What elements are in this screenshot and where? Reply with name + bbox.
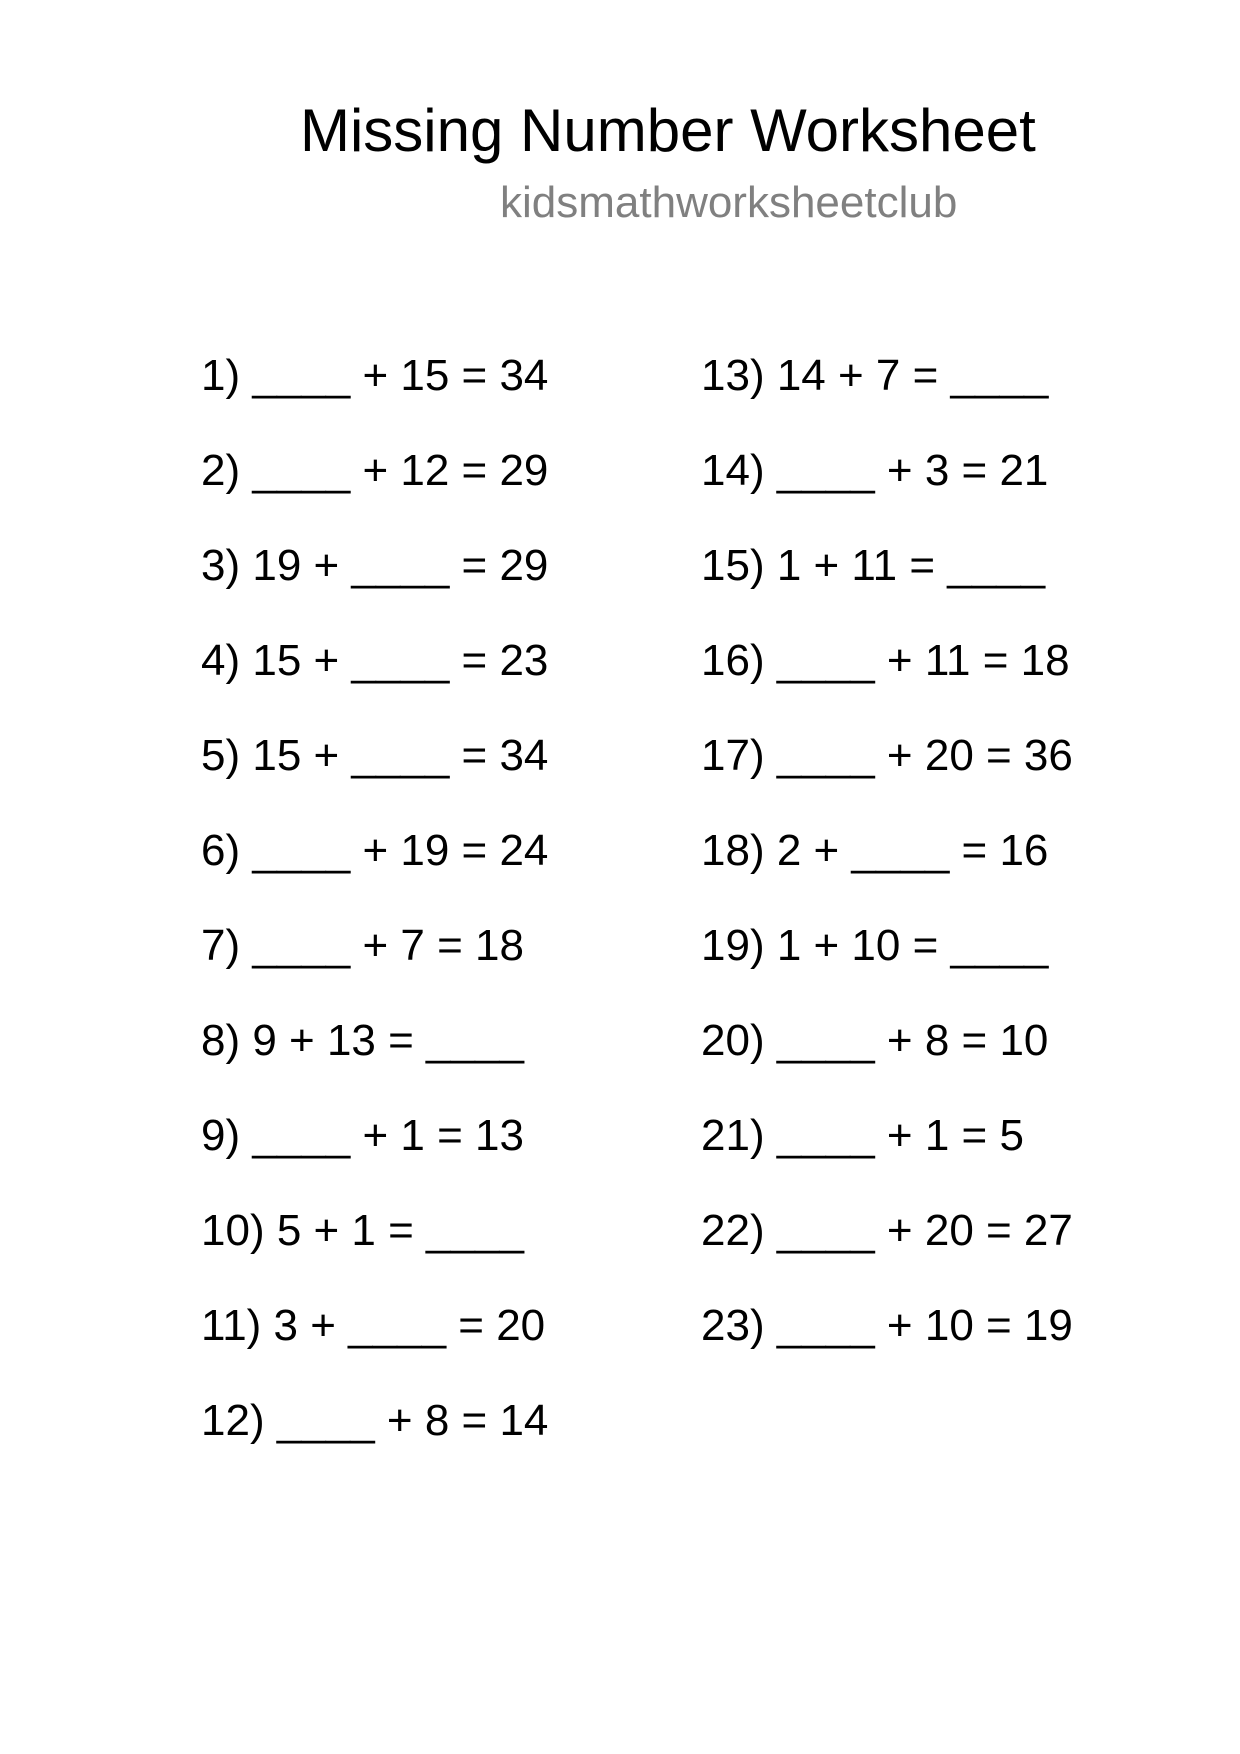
problem-12: 12) ____ + 8 = 14 [201, 1396, 549, 1445]
problem-5: 5) 15 + ____ = 34 [201, 731, 549, 780]
problem-15: 15) 1 + 11 = ____ [701, 541, 1046, 590]
worksheet-title: Missing Number Worksheet [300, 97, 1036, 164]
problem-6: 6) ____ + 19 = 24 [201, 826, 549, 875]
problem-17: 17) ____ + 20 = 36 [701, 731, 1073, 780]
problem-2: 2) ____ + 12 = 29 [201, 446, 549, 495]
problem-13: 13) 14 + 7 = ____ [701, 351, 1049, 400]
problem-18: 18) 2 + ____ = 16 [701, 826, 1049, 875]
problem-8: 8) 9 + 13 = ____ [201, 1016, 524, 1065]
problem-14: 14) ____ + 3 = 21 [701, 446, 1049, 495]
problem-20: 20) ____ + 8 = 10 [701, 1016, 1049, 1065]
problem-3: 3) 19 + ____ = 29 [201, 541, 549, 590]
problem-16: 16) ____ + 11 = 18 [701, 636, 1070, 685]
problems-right-column [701, 348, 1073, 1393]
problem-9: 9) ____ + 1 = 13 [201, 1111, 524, 1160]
problem-11: 11) 3 + ____ = 20 [201, 1301, 546, 1350]
problem-19: 19) 1 + 10 = ____ [701, 921, 1049, 970]
problem-1: 1) ____ + 15 = 34 [201, 351, 549, 400]
problems-left-column [201, 348, 548, 1488]
problem-10: 10) 5 + 1 = ____ [201, 1206, 524, 1255]
problem-7: 7) ____ + 7 = 18 [201, 921, 524, 970]
worksheet-subtitle: kidsmathworksheetclub [500, 178, 958, 227]
problem-4: 4) 15 + ____ = 23 [201, 636, 549, 685]
problem-23: 23) ____ + 10 = 19 [701, 1301, 1073, 1350]
problem-21: 21) ____ + 1 = 5 [701, 1111, 1024, 1160]
problem-22: 22) ____ + 20 = 27 [701, 1206, 1073, 1255]
